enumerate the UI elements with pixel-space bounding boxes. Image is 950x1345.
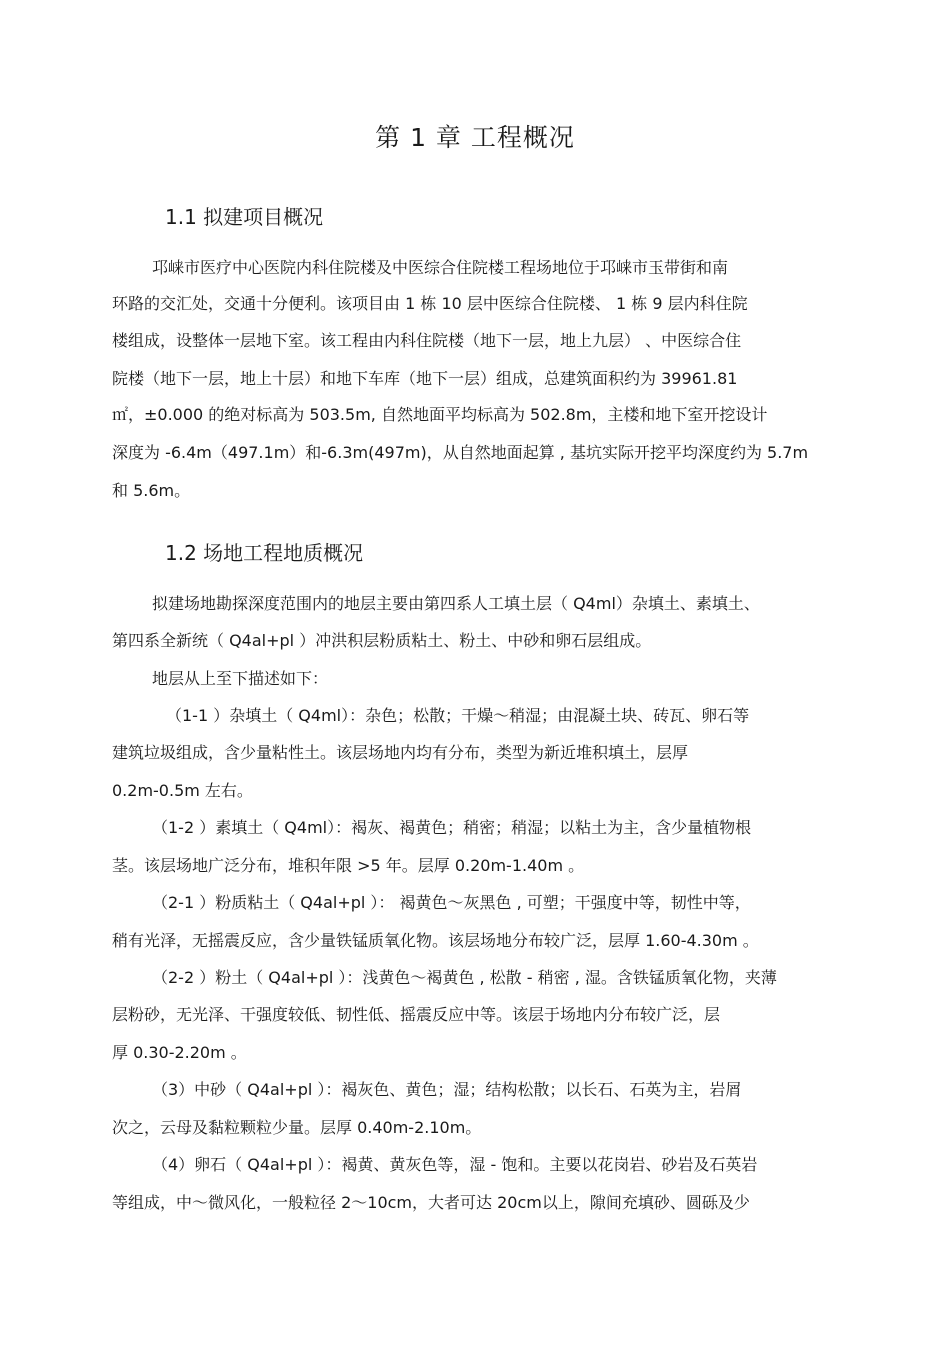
paragraph-line: （4）卵石（ Q4al+pl ）：褐黄、黄灰色等，湿 - 饱和。主要以花岗岩、砂岩及石英岩 (152, 1155, 758, 1174)
paragraph-line: 层粉砂，无光泽、干强度较低、韧性低、摇震反应中等。该层于场地内分布较广泛，层 (112, 1005, 721, 1024)
paragraph-line: 厚 0.30-2.20m 。 (112, 1043, 247, 1062)
paragraph-line: ㎡，±0.000 的绝对标高为 503.5m, 自然地面平均标高为 502.8m，主楼和地下室开挖设计 (112, 405, 768, 424)
section-heading-1-2: 1.2 场地工程地质概况 (165, 541, 364, 565)
paragraph-line: （2-1 ）粉质粘土（ Q4al+pl ）： 褐黄色～灰黑色 , 可塑；干强度中等，韧性中等， (152, 893, 751, 912)
paragraph-line: 等组成，中～微风化，一般粒径 2～10cm，大者可达 20cm以上，隙间充填砂、圆砾及少 (112, 1193, 750, 1212)
paragraph-line: 茎。该层场地广泛分布，堆积年限 >5 年。层厚 0.20m-1.40m 。 (112, 856, 585, 875)
chapter-title: 第 1 章 工程概况 (375, 123, 575, 152)
paragraph-line: 拟建场地勘探深度范围内的地层主要由第四系人工填土层（ Q4ml）杂填土、素填土、 (152, 594, 760, 613)
paragraph-line: （1-1 ）杂填土（ Q4ml）：杂色；松散；干燥～稍湿；由混凝土块、砖瓦、卵石等 (166, 706, 750, 725)
paragraph-line: 0.2m-0.5m 左右。 (112, 781, 253, 800)
paragraph-line: 环路的交汇处，交通十分便利。该项目由 1 栋 10 层中医综合住院楼、 1 栋 9 层内科住院 (112, 294, 748, 313)
paragraph-line: 院楼（地下一层，地上十层）和地下车库（地下一层）组成，总建筑面积约为 39961.81 (112, 369, 738, 388)
paragraph-line: 楼组成，设整体一层地下室。该工程由内科住院楼（地下一层，地上九层） 、中医综合住 (112, 331, 742, 350)
section-heading-1-1: 1.1 拟建项目概况 (165, 205, 324, 229)
paragraph-line: （3）中砂（ Q4al+pl ）：褐灰色、黄色；湿；结构松散；以长石、石英为主，岩屑 (152, 1080, 742, 1099)
paragraph-line: 稍有光泽，无摇震反应，含少量铁锰质氧化物。该层场地分布较广泛，层厚 1.60-4.30m 。 (112, 931, 759, 950)
paragraph-line: （1-2 ）素填土（ Q4ml）：褐灰、褐黄色；稍密；稍湿；以粘土为主，含少量植物根 (152, 818, 752, 837)
paragraph-line: 深度为 -6.4m（497.1m）和-6.3m(497m)，从自然地面起算 , 基坑实际开挖平均深度约为 5.7m (112, 443, 809, 462)
paragraph-line: 建筑垃圾组成，含少量粘性土。该层场地内均有分布，类型为新近堆积填土，层厚 (112, 743, 689, 762)
paragraph-line: 和 5.6m。 (112, 481, 191, 500)
paragraph-line: 邛崃市医疗中心医院内科住院楼及中医综合住院楼工程场地位于邛崃市玉带街和南 (152, 258, 729, 277)
paragraph-line: （2-2 ）粉土（ Q4al+pl ）：浅黄色～褐黄色 , 松散 - 稍密 , 湿。含铁锰质氧化物，夹薄 (152, 968, 777, 987)
paragraph-line: 次之，云母及黏粒颗粒少量。层厚 0.40m-2.10m。 (112, 1118, 482, 1137)
paragraph-line: 第四系全新统（ Q4al+pl ）冲洪积层粉质粘土、粉土、中砂和卵石层组成。 (112, 631, 652, 650)
paragraph-line: 地层从上至下描述如下： (152, 669, 329, 688)
